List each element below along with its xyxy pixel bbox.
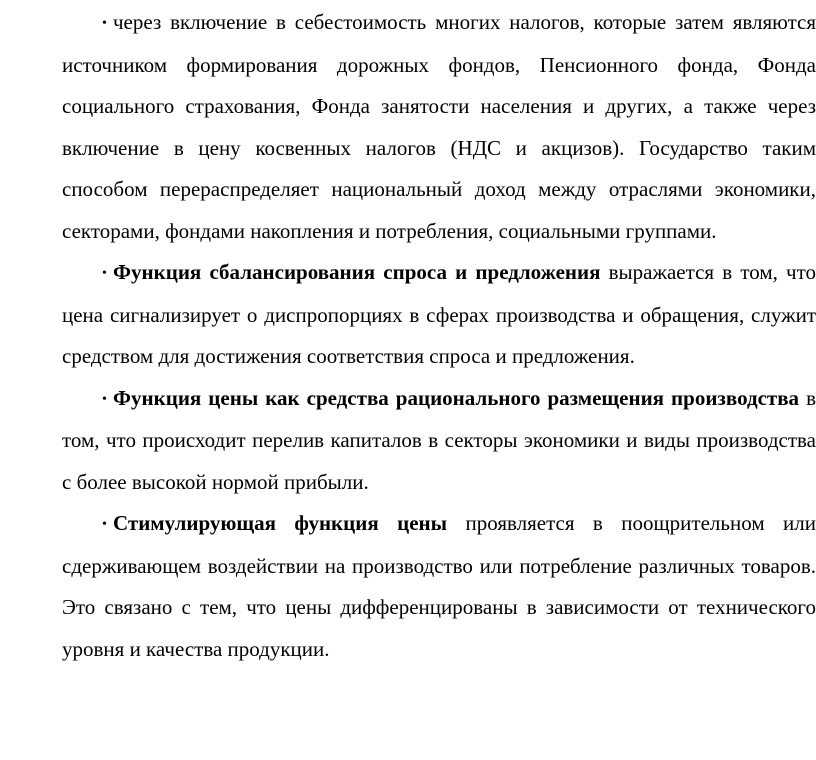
paragraph-tax-redistribution xyxy=(62,2,816,252)
paragraph-term: Функция сбалансирования спроса и предложения xyxy=(113,260,601,284)
paragraph-term: Стимулирующая функция цены xyxy=(113,511,448,535)
bullet-icon: • xyxy=(102,266,107,281)
paragraph-text: через включение в себестоимость многих налогов, которые затем являются источником формирования дорожных фондов, Пенсионного фонда, Фонда социального страхования, Фонда занятости населения и других, а также через включение в цену косвенных налогов (НДС и акцизов). Государство таким способом перераспределяет национальный доход между отраслями экономики, секторами, фондами накопления и потребления, социальными группами. xyxy=(62,10,816,243)
document-page xyxy=(62,2,816,670)
bullet-icon: • xyxy=(102,391,107,407)
paragraph-supply-demand-function xyxy=(62,252,816,378)
bullet-icon: • xyxy=(102,16,107,31)
bullet-icon: • xyxy=(102,517,107,532)
paragraph-stimulating-function xyxy=(62,503,816,670)
paragraph-text: выражается в том, что цена сигнализирует о диспропорциях в сферах производства и обращения, служит средством для достижения соответствия спроса и предложения. xyxy=(62,260,816,368)
paragraph-text: в том, что происходит перелив капиталов в секторы экономики и виды производства с более высокой нормой прибыли. xyxy=(62,385,816,494)
paragraph-text: проявляется в поощрительном или сдерживающем воздействии на производство или потребление различных товаров. Это связано с тем, что цены дифференцированы в зависимости от технического уровня и качества продукции. xyxy=(62,511,816,661)
paragraph-term: Функция цены как средства рационального размещения производства xyxy=(113,385,800,410)
paragraph-allocation-function xyxy=(62,378,816,504)
